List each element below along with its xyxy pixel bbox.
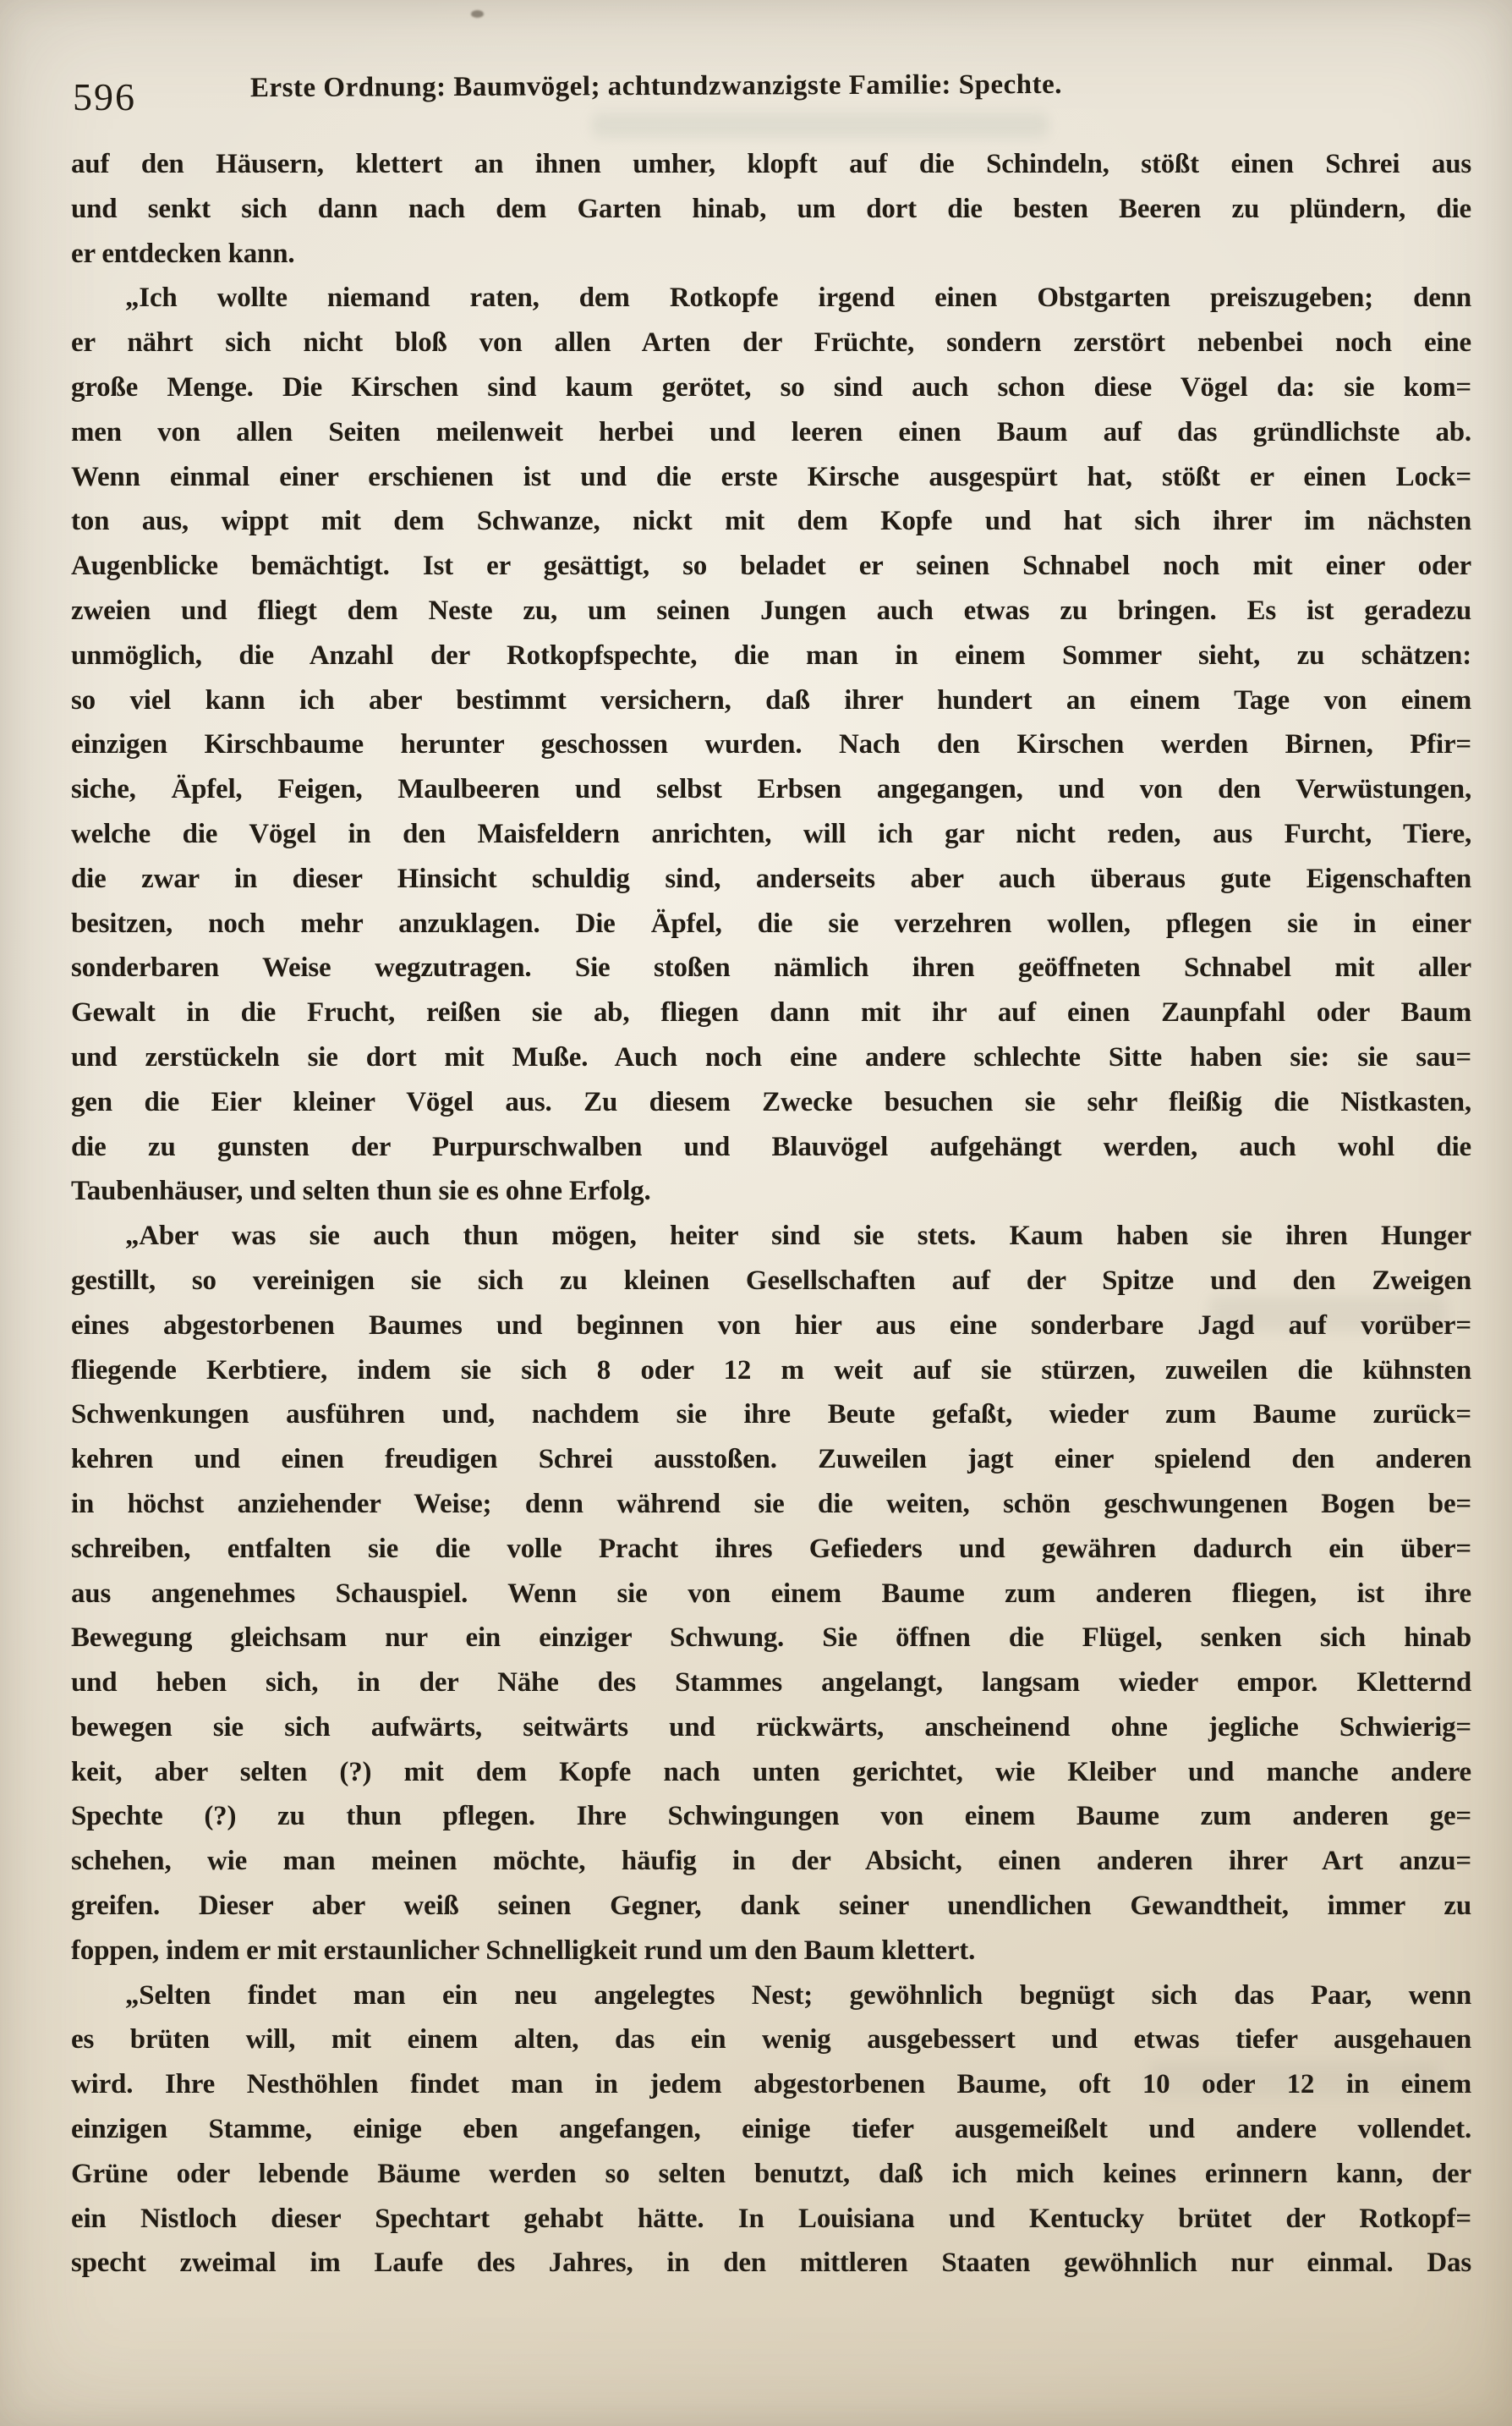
text-line: „Selten findet man ein neu angelegtes Nest; gewöhnlich begnügt sich das Paar, wenn [125,1979,1471,2011]
text-line: Bewegung gleichsam nur ein einziger Schwung. Sie öffnen die Flügel, senken sich hinab [71,1622,1471,1654]
text-line: Gewalt in die Frucht, reißen sie ab, fliegen dann mit ihr auf einen Zaunpfahl oder Baum [71,997,1471,1029]
text-line: Schwenkungen ausführen und, nachdem sie ihre Beute gefaßt, wieder zum Baume zurück= [71,1399,1471,1430]
text-line: kehren und einen freudigen Schrei ausstoßen. Zuweilen jagt einer spielend den anderen [71,1444,1471,1475]
text-line: aus angenehmes Schauspiel. Wenn sie von einem Baume zum anderen fliegen, ist ihre [71,1578,1471,1609]
text-line: ton aus, wippt mit dem Schwanze, nickt mit dem Kopfe und hat sich ihrer im nächsten [71,506,1471,537]
text-line: und senkt sich dann nach dem Garten hinab, um dort die besten Beeren zu plündern, die [71,193,1471,224]
show-through-smudge [592,113,1049,138]
text-line: schehen, wie man meinen möchte, häufig in der Absicht, einen anderen ihrer Art anzu= [71,1846,1471,1877]
text-line: gestillt, so vereinigen sie sich zu kleinen Gesellschaften auf der Spitze und den Zweigen [71,1265,1471,1296]
text-line: einzigen Stamme, einige eben angefangen, einige tiefer ausgemeißelt und andere vollendet. [71,2114,1471,2145]
text-line: ein Nistloch dieser Spechtart gehabt hätte. In Louisiana und Kentucky brütet der Rotkopf= [71,2203,1471,2234]
text-line: foppen, indem er mit erstaunlicher Schnelligkeit rund um den Baum klettert. [71,1935,976,1966]
text-line: die zwar in dieser Hinsicht schuldig sind, anderseits aber auch überaus gute Eigenschaften [71,863,1471,894]
paragraph [71,276,1471,1214]
text-line: Grüne oder lebende Bäume werden so selten benutzt, daß ich mich keines erinnern kann, der [71,2158,1471,2189]
running-header: Erste Ordnung: Baumvögel; achtundzwanzigste Familie: Spechte. [249,69,1063,104]
page-number: 596 [73,75,136,118]
text-line: so viel kann ich aber bestimmt versichern, daß ihrer hundert an einem Tage von einem [71,684,1471,716]
text-line: bewegen sie sich aufwärts, seitwärts und rückwärts, anscheinend ohne jegliche Schwierig= [71,1711,1471,1743]
text-line: „Aber was sie auch thun mögen, heiter sind sie stets. Kaum haben sie ihren Hunger [125,1221,1471,1252]
paragraph [71,1214,1471,1973]
paragraph [71,1973,1471,2286]
text-line: die zu gunsten der Purpurschwalben und Blauvögel aufgehängt werden, auch wohl die [71,1131,1471,1162]
text-line: Augenblicke bemächtigt. Ist er gesättigt, so beladet er seinen Schnabel noch mit einer oder [71,551,1471,582]
text-line: er nährt sich nicht bloß von allen Arten der Früchte, sondern zerstört nebenbei noch eine [71,327,1471,359]
text-line: er entdecken kann. [71,238,295,269]
text-line: welche die Vögel in den Maisfeldern anrichten, will ich gar nicht reden, aus Furcht, Tiere, [71,818,1471,849]
text-line: einzigen Kirschbaume herunter geschossen wurden. Nach den Kirschen werden Birnen, Pfir= [71,729,1471,760]
text-line: und heben sich, in der Nähe des Stammes angelangt, langsam wieder empor. Kletternd [71,1667,1471,1699]
text-line: keit, aber selten (?) mit dem Kopfe nach unten gerichtet, wie Kleiber und manche andere [71,1756,1471,1787]
text-line: fliegende Kerbtiere, indem sie sich 8 oder 12 m weit auf sie stürzen, zuweilen die kühnsten [71,1354,1471,1386]
text-line: Wenn einmal einer erschienen ist und die erste Kirsche ausgespürt hat, stößt er einen Lock= [71,461,1471,492]
body-text [71,142,1471,2286]
text-line: eines abgestorbenen Baumes und beginnen von hier aus eine sonderbare Jagd auf vorüber= [71,1309,1471,1341]
text-line: unmöglich, die Anzahl der Rotkopfspechte, die man in einem Sommer sieht, zu schätzen: [71,639,1471,671]
text-line: siche, Äpfel, Feigen, Maulbeeren und selbst Erbsen angegangen, und von den Verwüstungen, [71,774,1471,805]
text-line: wird. Ihre Nesthöhlen findet man in jedem abgestorbenen Baume, oft 10 oder 12 in einem [71,2069,1471,2100]
text-line: und zerstückeln sie dort mit Muße. Auch noch eine andere schlechte Sitte haben sie: sie sau= [71,1041,1471,1073]
text-line: zweien und fliegt dem Neste zu, um seinen Jungen auch etwas zu bringen. Es ist geradezu [71,595,1471,626]
text-line: specht zweimal im Laufe des Jahres, in den mittleren Staaten gewöhnlich nur einmal. Das [71,2248,1471,2279]
text-line: besitzen, noch mehr anzuklagen. Die Äpfel, die sie verzehren wollen, pflegen sie in einer [71,908,1471,939]
text-line: große Menge. Die Kirschen sind kaum gerötet, so sind auch schon diese Vögel da: sie kom= [71,371,1471,403]
text-line: Taubenhäuser, und selten thun sie es ohne Erfolg. [71,1176,651,1207]
text-line: es brüten will, mit einem alten, das ein wenig ausgebessert und etwas tiefer ausgehauen [71,2024,1471,2056]
text-line: in höchst anziehender Weise; denn während sie die weiten, schön geschwungenen Bogen be= [71,1488,1471,1519]
text-line: sonderbaren Weise wegzutragen. Sie stoßen nämlich ihren geöffneten Schnabel mit aller [71,952,1471,984]
text-line: gen die Eier kleiner Vögel aus. Zu diesem Zwecke besuchen sie sehr fleißig die Nistkasten, [71,1086,1471,1117]
text-line: „Ich wollte niemand raten, dem Rotkopfe irgend einen Obstgarten preiszugeben; denn [125,283,1471,314]
text-line: men von allen Seiten meilenweit herbei und leeren einen Baum auf das gründlichste ab. [71,416,1471,447]
paragraph [71,142,1471,276]
text-line: schreiben, entfalten sie die volle Pracht ihres Gefieders und gewähren dadurch ein über= [71,1533,1471,1564]
scan-speck [471,10,484,18]
text-line: greifen. Dieser aber weiß seinen Gegner, dank seiner unendlichen Gewandtheit, immer zu [71,1891,1471,1922]
text-line: auf den Häusern, klettert an ihnen umher, klopft auf die Schindeln, stößt einen Schrei aus [71,149,1471,179]
text-line: Spechte (?) zu thun pflegen. Ihre Schwingungen von einem Baume zum anderen ge= [71,1801,1471,1832]
